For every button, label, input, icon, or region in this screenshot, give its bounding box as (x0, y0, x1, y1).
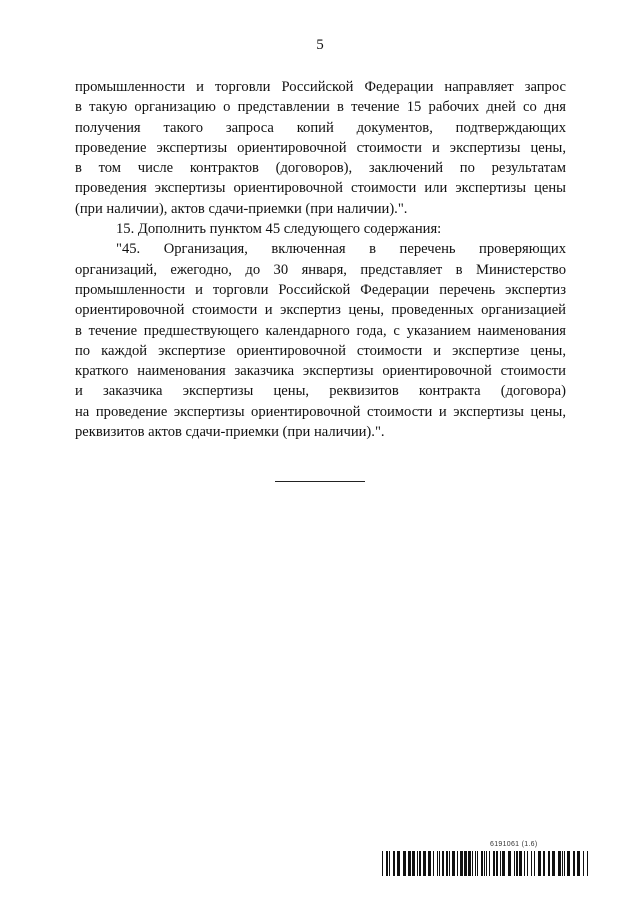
text-line: в такую организацию о представлении в течение 15 рабочих дней со дня (75, 99, 566, 116)
document-body (75, 77, 566, 442)
text-line: организаций, ежегодно, до 30 января, представляет в Министерство (75, 261, 566, 278)
text-line: промышленности и торговли Российской Федерации направляет запрос (75, 79, 566, 95)
document-code: 6191061 (1.6) (490, 841, 538, 848)
text-line: на проведение экспертизы ориентировочной стоимости и экспертизы цены, (75, 403, 566, 420)
page-number: 5 (316, 37, 324, 53)
text-line: краткого наименования заказчика экспертизы ориентировочной стоимости (75, 363, 566, 380)
paragraph-continuation (75, 77, 566, 219)
paragraph-item-15 (75, 219, 566, 239)
text-line: ориентировочной стоимости и экспертиз цены, проведенных организацией (75, 302, 566, 319)
text-line: "45. Организация, включенная в перечень проверяющих (116, 241, 566, 258)
text-line: получения такого запроса копий документов, подтверждающих (75, 119, 566, 136)
text-line: 15. Дополнить пунктом 45 следующего содержания: (116, 221, 442, 238)
paragraph-item-45 (75, 239, 566, 442)
text-line: реквизитов актов сдачи-приемки (при наличии).". (75, 424, 385, 441)
barcode (382, 851, 588, 876)
separator-line (275, 481, 365, 482)
text-line: проведения экспертизы ориентировочной стоимости или экспертизы цены (75, 180, 566, 197)
text-line: в том числе контрактов (договоров), заключений по результатам (75, 160, 566, 177)
text-line: промышленности и торговли Российской Федерации перечень экспертиз (75, 281, 566, 298)
text-line: (при наличии), актов сдачи-приемки (при наличии).". (75, 200, 408, 217)
text-line: в течение предшествующего календарного года, с указанием наименования (75, 322, 566, 339)
text-line: по каждой экспертизе ориентировочной стоимости и экспертизе цены, (75, 342, 566, 359)
text-line: проведение экспертизы ориентировочной стоимости и экспертизы цены, (75, 139, 566, 156)
text-line: и заказчика экспертизы цены, реквизитов контракта (договора) (75, 383, 566, 400)
